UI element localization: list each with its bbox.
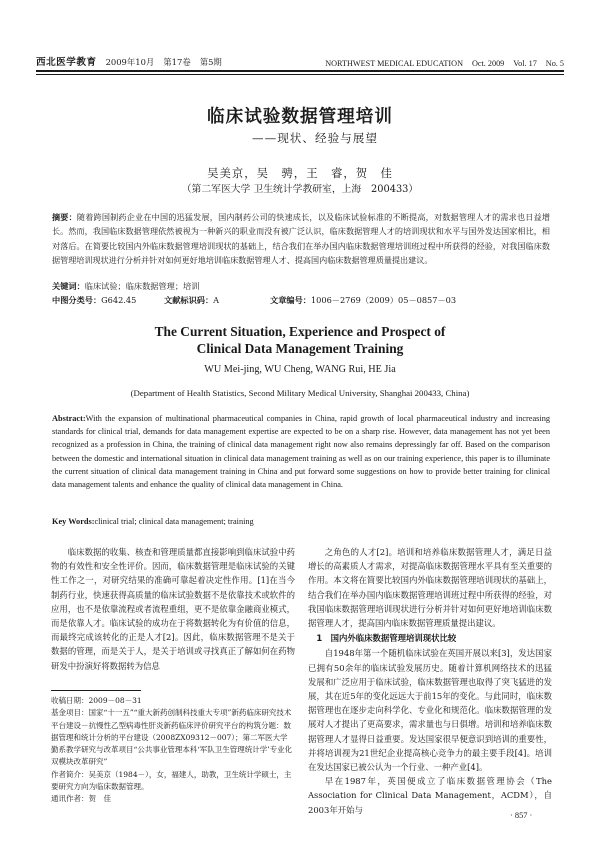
body-column-left xyxy=(51,545,295,673)
article-title-en xyxy=(0,323,600,357)
journal-name-cn: 西北医学教育 xyxy=(36,57,97,68)
article-subtitle-cn: ——现状、经验与展望 xyxy=(252,131,378,145)
authors-en: WU Mei-jing, WU Cheng, WANG Rui, HE Jia xyxy=(204,364,396,375)
body-right-paragraph-3: 早在1987年，英国便成立了临床数据管理协会（The Association for Clinical Data Management，ACDM），自2003年开始与 xyxy=(308,776,552,815)
keywords-cn-label: 关键词： xyxy=(52,281,85,291)
footnote-fund: 基金项目：国家“十一五”“重大新药创制科技重大专项”新药临床研究技术平台建设－抗慢性乙型病毒性肝炎新药临床评价研究平台的构筑分题：数据管理和统计分析的平台建设（2008ZX09312－007）；第二军医大学勤系教学研究与改革项目“公共事业管理本科‘军队卫生管理统计学’专业化双模块改革研究” xyxy=(51,708,293,767)
clc-value: G642.45 xyxy=(101,295,137,305)
article-no-label: 文章编号： xyxy=(270,295,311,305)
footnote-rule xyxy=(51,690,141,691)
running-header xyxy=(36,54,564,68)
issue-cn: 第5期 xyxy=(199,57,222,67)
body-right-paragraph-1: 之角色的人才[2]。培训和培养临床数据管理人才，满足日益增长的高素质人才需求，对提高临床数据管理水平具有至关重要的作用。本文将在简要比较国内外临床数据管理培训现状的基础上，结合我们在举办国内临床数据管理培训班过程中所获得的经验，对我国临床数据管理培训现状进行分析并针对如何更好地培训临床数据管理人才，提高国内临床数据管理质量提出建议。 xyxy=(308,547,552,629)
authors-cn: 吴美京，吴 骋，王 睿，贺 佳 xyxy=(207,166,393,180)
keywords-en-label: Key Words: xyxy=(52,517,95,526)
abstract-en-label: Abstract: xyxy=(52,414,86,423)
footnote xyxy=(51,695,295,806)
footnote-corresponding: 通讯作者：贺 佳 xyxy=(51,794,111,804)
body-column-right xyxy=(308,545,552,817)
journal-name-en: NORTHWEST MEDICAL EDUCATION xyxy=(325,59,463,68)
keywords-en xyxy=(52,517,254,526)
keywords-cn-text: 临床试验；临床数据管理；培训 xyxy=(84,281,200,291)
header-rule-thin xyxy=(36,74,564,75)
page-number: · 857 · xyxy=(510,811,533,820)
volume-cn: 第17卷 xyxy=(163,57,191,67)
date-cn: 2009年10月 xyxy=(105,57,155,67)
title-en-line-1: The Current Situation, Experience and Prospect of xyxy=(154,324,446,339)
abstract-cn-text: 随着跨国制药企业在中国的迅猛发展，国内制药公司的快速成长，以及临床试验标准的不断提高，对数据管理人才的需求也日益增长。然而，我国临床数据管理依然被视为一种新兴的职业而没有被广泛认识，临床数据管理人才的培训现状和水平与国外发达国家相比，相对落后。在简要比较国内外临床数据管理培训现状的基础上，结合我们在举办国内临床数据管理培训班过程中所获得的经验，对我国临床数据管理培训现状进行分析并针对如何更好地培训临床数据管理人才、提高国内临床数据管理质量提出建议。 xyxy=(52,212,550,265)
article-title-cn: 临床试验数据管理培训 xyxy=(207,106,393,127)
issue-en: No. 5 xyxy=(545,59,564,68)
footnote-author: 作者简介：吴美京（1984－），女，福建人，助教，卫生统计学硕士，主要研究方向为临床数据管理。 xyxy=(51,769,292,792)
clc-label: 中图分类号： xyxy=(52,295,102,305)
volume-en: Vol. 17 xyxy=(513,59,537,68)
abstract-en xyxy=(52,412,550,491)
title-en-line-2: Clinical Data Management Training xyxy=(196,341,404,356)
date-en: Oct. 2009 xyxy=(471,59,505,68)
article-no-value: 1006－2769（2009）05－0857－03 xyxy=(310,295,457,305)
abstract-en-text: With the expansion of multinational pharmaceutical companies in China, rapid growth of local pharmaceutical industry and increasing standards for clinical trial, demands for data management expertise are expected to be on a sharp rise. However, data management has not yet been recognized as a profession in China, the training of clinical data management right now also remains depressingly far off. Based on the comparison between the domestic and international situation in clinical data management training as well as on our training experience, this paper is to illuminate the current situation of clinical data management training in China and put forward some suggestions on how to provide better training for clinical data management talents and enhance the quality of clinical data management in China. xyxy=(52,414,550,490)
abstract-cn xyxy=(52,210,550,267)
doc-code-label: 文献标识码： xyxy=(164,295,214,305)
affiliation-cn: （第二军医大学 卫生统计学教研室，上海 200433） xyxy=(181,184,419,195)
body-left-paragraph: 临床数据的收集、核查和管理质量都直接影响到临床试验中药物的有效性和安全性评价。因而，临床数据管理是临床试验的关键性工作之一，对研究结果的准确可靠起着决定性作用。[1]在当今制药行业，快速获得高质量的临床试验数据不是依靠技术或软件的应用，也不是依靠流程或者流程重组，更不是依靠金融商业模式，而是依靠人才。临床试验的成功在于将数据转化为有价值的信息，而最终完成该转化的正是人才[2]。因此，临床数据管理不是关于数据的管理，而是关于人，是关于培训或寻找真正了解如何在药物研发中扮演好将数据转为信息 xyxy=(51,547,295,671)
doc-code-value: A xyxy=(213,295,220,305)
section-heading-1: 1 国内外临床数据管理培训现状比较 xyxy=(316,633,457,644)
keywords-en-text: clinical trial; clinical data management; training xyxy=(94,517,254,526)
header-rule-thick xyxy=(36,70,564,72)
footnote-received: 收稿日期：2009－08－31 xyxy=(51,696,142,705)
classification-line xyxy=(52,295,550,306)
body-right-paragraph-2: 自1948年第一个随机临床试验在英国开展以来[3]，发达国家已拥有50余年的临床试验发展历史。随着计算机网络技术的迅猛发展和广泛应用于临床试验，临床数据管理也取得了突飞猛进的发展，其在近5年的变化远远大于前15年的变化。与此同时，临床数据管理也在逐步走向科学化、专业化和规范化。临床数据管理的发展对人才提出了更高要求，需求量也与日俱增。培训和培养临床数据管理人才显得日益重要。发达国家很早便意识到培训的重要性，并将培训视为21世纪企业提高核心竞争力的最主要手段[4]。培训在发达国家已被公认为一个行业、一种产业[4]。 xyxy=(308,648,552,773)
affiliation-en: (Department of Health Statistics, Second Military Medical University, Shanghai 200433, China) xyxy=(130,388,470,398)
keywords-cn xyxy=(52,281,199,292)
abstract-cn-label: 摘要： xyxy=(52,212,77,222)
